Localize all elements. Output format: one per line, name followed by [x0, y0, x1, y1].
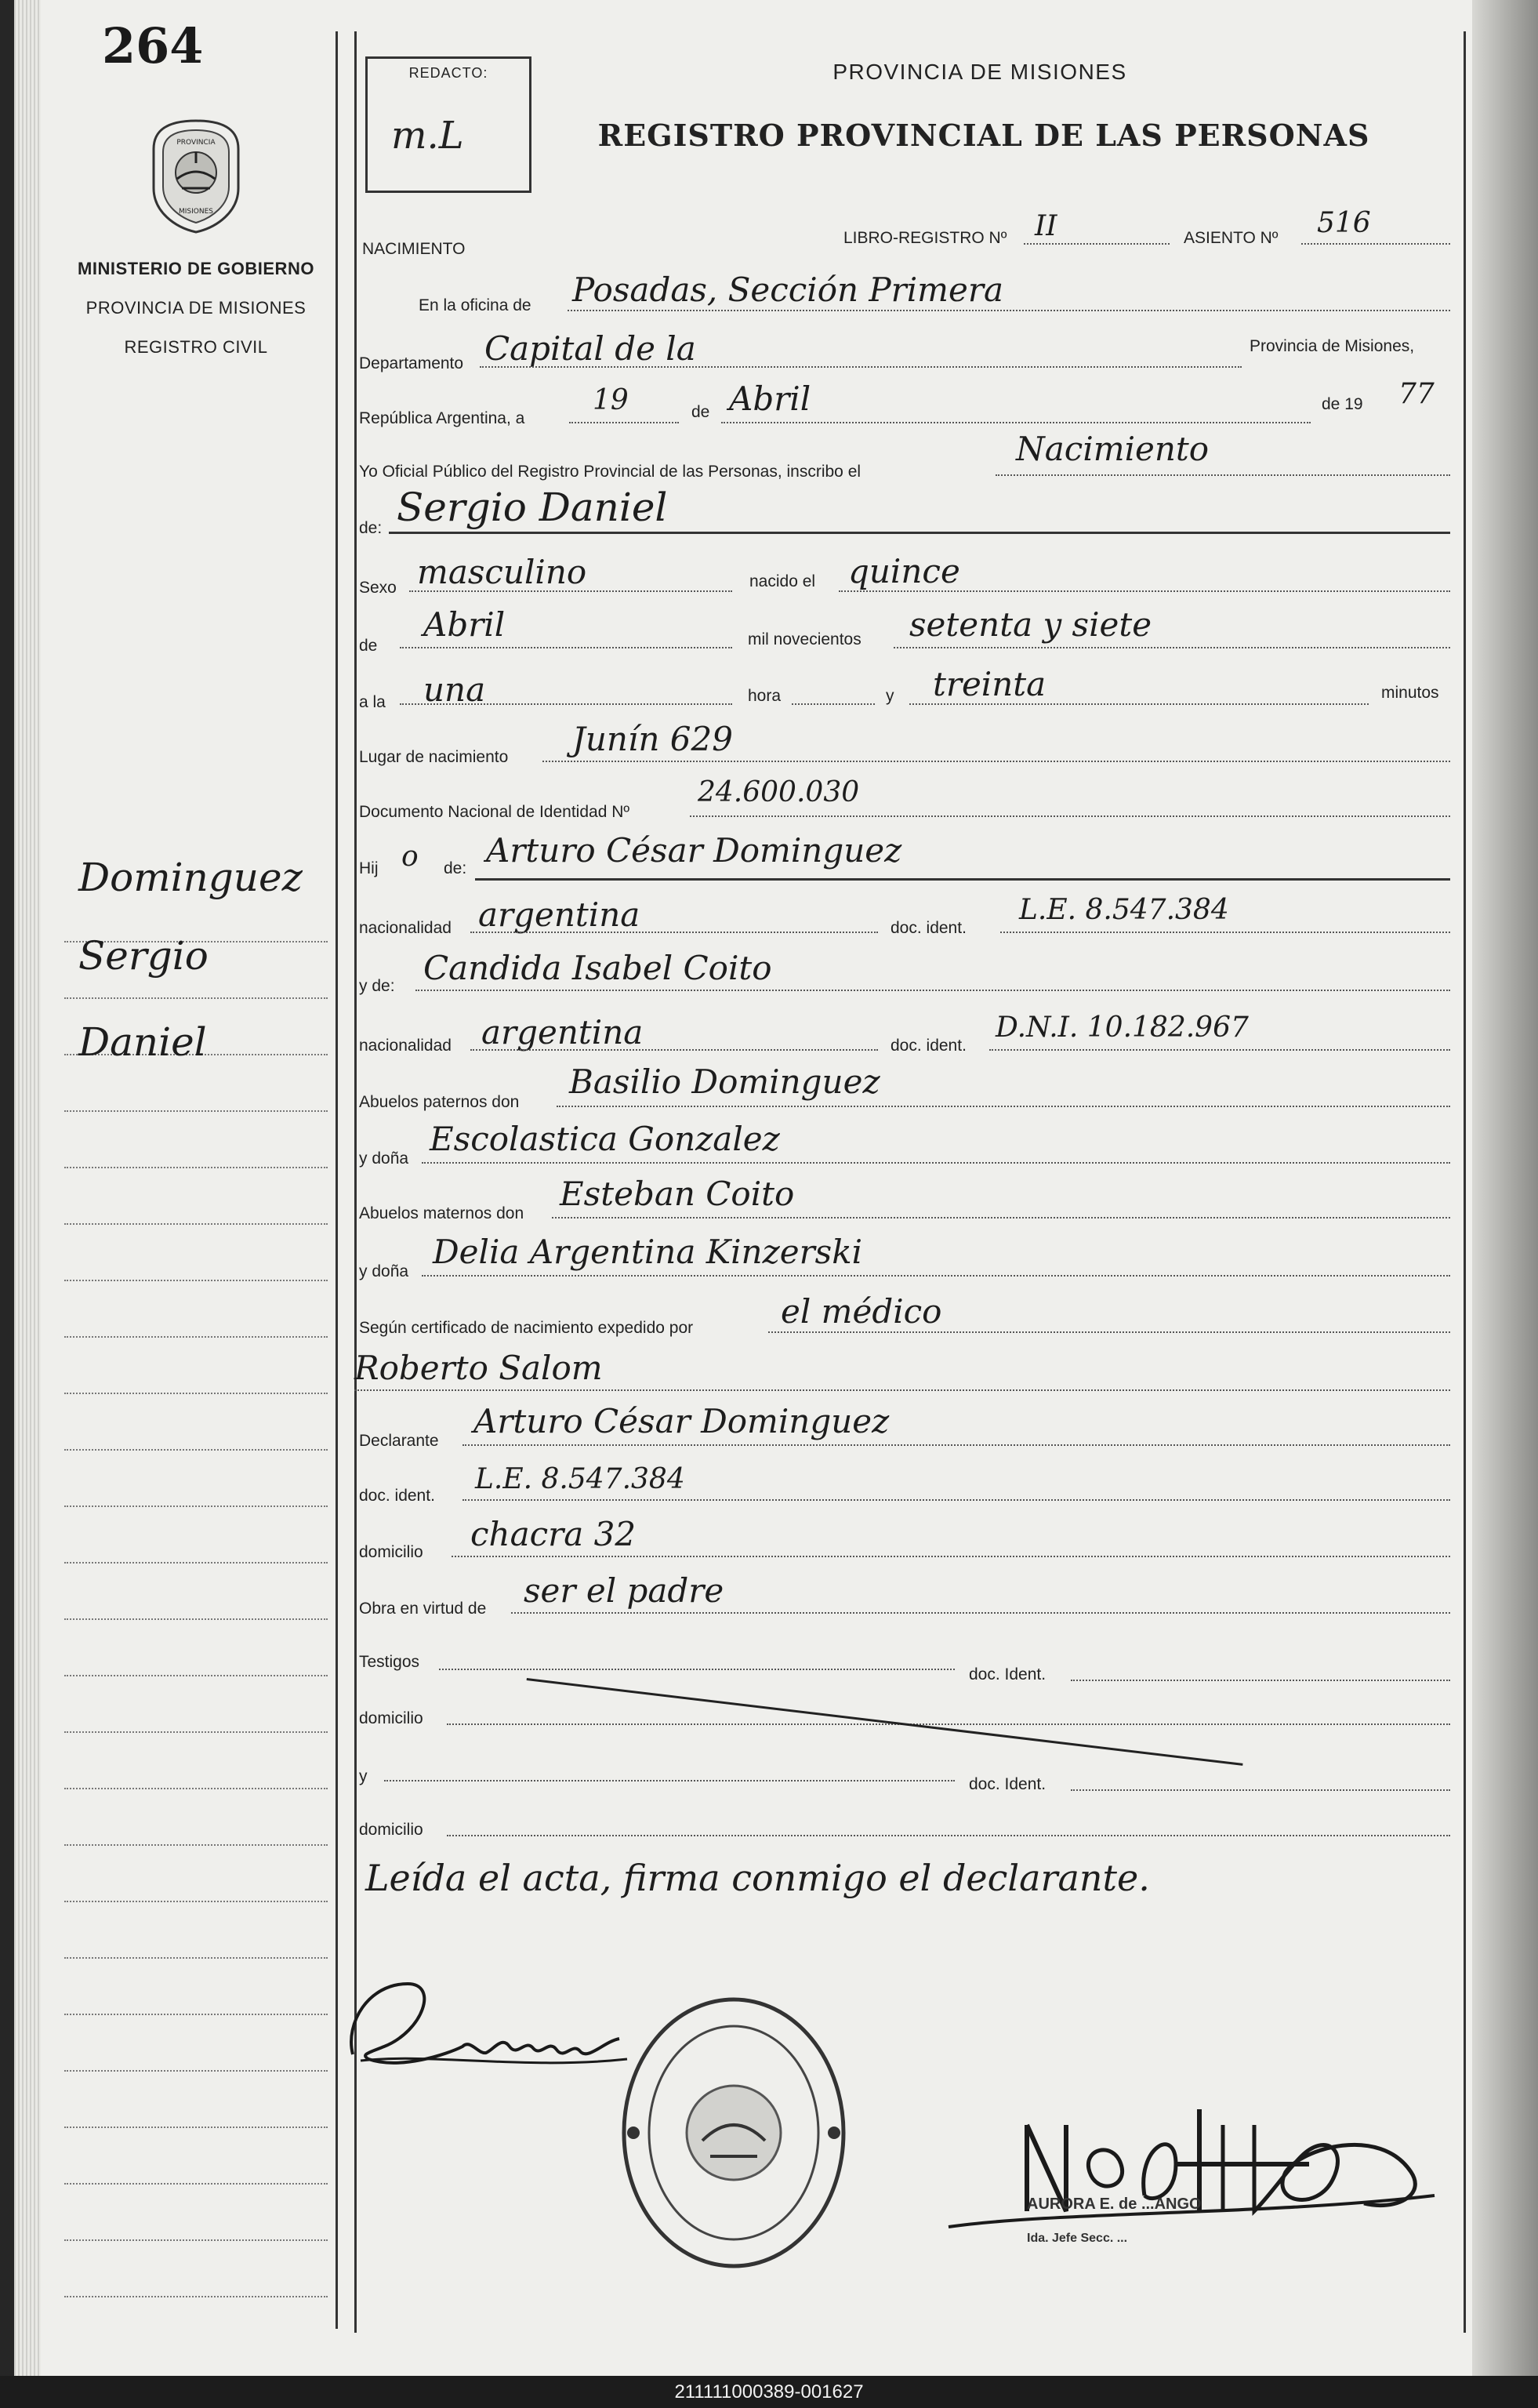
registry-label: REGISTRO CIVIL — [124, 337, 268, 357]
redacto-label: REDACTO: — [408, 65, 488, 81]
reason-label: Obra en virtud de — [359, 1600, 487, 1618]
reason-value: ser el padre — [524, 1571, 724, 1610]
dni-value: 24.600.030 — [698, 776, 860, 808]
father-doc-label: doc. ident. — [891, 919, 967, 937]
seal-bottom-text: MISIONES — [178, 208, 214, 216]
entry-label: ASIENTO Nº — [1184, 229, 1279, 247]
registrar-printed-title: Ida. Jefe Secc. ... — [1027, 2232, 1128, 2245]
de-label: de — [691, 403, 710, 421]
father-doc-value: L.E. 8.547.384 — [1019, 894, 1229, 926]
redacto-initials: m.L — [391, 114, 464, 158]
record-type-label: NACIMIENTO — [362, 240, 466, 258]
birthplace-value: Junín 629 — [572, 720, 733, 758]
hour-label: hora — [748, 687, 782, 705]
domicile-value: chacra 32 — [470, 1515, 637, 1553]
father-name: Arturo César Dominguez — [486, 831, 902, 870]
maternal-grandparents-label: Abuelos maternos don — [359, 1204, 524, 1222]
domicile-label: domicilio — [359, 1543, 423, 1561]
mother-name: Candida Isabel Coito — [423, 949, 772, 987]
official-statement: Yo Oficial Público del Registro Provincial de las Personas, inscribo el — [359, 463, 861, 481]
closing-statement: Leída el acta, firma conmigo el declarante. — [365, 1857, 1150, 1899]
office-value: Posadas, Sección Primera — [572, 271, 1003, 309]
dni-label: Documento Nacional de Identidad Nº — [359, 803, 630, 821]
born-month-label: de — [359, 637, 378, 655]
book-label: LIBRO-REGISTRO Nº — [843, 229, 1007, 247]
official-value: Nacimiento — [1016, 430, 1210, 468]
child-label: Hij — [359, 859, 379, 877]
book-value: II — [1035, 210, 1057, 242]
header-title: REGISTRO PROVINCIAL DE LAS PERSONAS — [597, 118, 1370, 153]
year-value: 77 — [1398, 378, 1435, 410]
declarant-doc-value: L.E. 8.547.384 — [475, 1463, 685, 1495]
margin-second-name: Daniel — [78, 1019, 207, 1065]
witness2-label: y — [359, 1767, 368, 1785]
child-suffix: o — [401, 841, 419, 873]
father-nationality-label: nacionalidad — [359, 919, 452, 937]
declarant-name: Arturo César Dominguez — [473, 1402, 890, 1440]
province-seal-icon — [147, 118, 245, 235]
minutes-value: treinta — [933, 665, 1046, 703]
entry-value: 516 — [1317, 207, 1371, 239]
minutes-label: minutos — [1381, 684, 1439, 702]
hour-prefix-label: a la — [359, 693, 386, 711]
binding-shadow — [1472, 0, 1538, 2376]
maternal-grandmother-label: y doña — [359, 1262, 409, 1280]
registered-name: Sergio Daniel — [397, 485, 668, 530]
witness2-domicile-label: domicilio — [359, 1821, 423, 1839]
registrar-signature — [941, 2078, 1442, 2258]
seal-top-text: PROVINCIA — [176, 139, 216, 147]
paternal-grandmother: Escolastica Gonzalez — [430, 1120, 780, 1158]
certificate-doctor: Roberto Salom — [354, 1349, 603, 1387]
image-id-footer: 211111000389-001627 — [0, 2376, 1538, 2408]
paternal-grandparents-label: Abuelos paternos don — [359, 1093, 520, 1111]
month-value: Abril — [729, 380, 811, 418]
paternal-grandmother-label: y doña — [359, 1150, 409, 1168]
born-day-value: quince — [848, 552, 960, 590]
page-number: 264 — [102, 17, 204, 74]
maternal-grandmother: Delia Argentina Kinzerski — [433, 1233, 863, 1271]
sex-value: masculino — [417, 553, 587, 591]
witness2-doc-label: doc. Ident. — [969, 1775, 1046, 1793]
maternal-grandfather: Esteban Coito — [560, 1175, 795, 1213]
republic-label: República Argentina, a — [359, 409, 525, 427]
declarant-label: Declarante — [359, 1432, 439, 1450]
and-label: y — [886, 687, 894, 705]
born-month-value: Abril — [423, 605, 506, 644]
province-label: PROVINCIA DE MISIONES — [85, 298, 307, 318]
department-label: Departamento — [359, 354, 464, 372]
sex-label: Sexo — [359, 579, 397, 597]
redacto-box — [365, 56, 531, 193]
birthplace-label: Lugar de nacimiento — [359, 748, 509, 766]
header-province: PROVINCIA DE MISIONES — [832, 60, 1127, 84]
witness-doc-label: doc. Ident. — [969, 1665, 1046, 1683]
name-prefix-label: de: — [359, 519, 383, 537]
year-words-value: setenta y siete — [909, 605, 1152, 644]
margin-surname: Dominguez — [78, 855, 303, 900]
office-label: En la oficina de — [419, 296, 531, 314]
certificate-issuer: el médico — [781, 1292, 942, 1331]
department-value: Capital de la — [484, 329, 696, 368]
witness-domicile-label: domicilio — [359, 1709, 423, 1727]
margin-first-name: Sergio — [78, 933, 209, 979]
mother-nationality-label: nacionalidad — [359, 1037, 452, 1055]
mother-doc-label: doc. ident. — [891, 1037, 967, 1055]
witnesses-label: Testigos — [359, 1653, 420, 1671]
born-label: nacido el — [749, 572, 816, 590]
father-prefix-label: de: — [444, 859, 467, 877]
book-page-edges — [14, 0, 41, 2376]
declarant-doc-label: doc. ident. — [359, 1487, 435, 1505]
certificate-label: Según certificado de nacimiento expedido por — [359, 1319, 694, 1337]
paternal-grandfather: Basilio Dominguez — [569, 1062, 880, 1101]
year-words-label: mil novecientos — [748, 630, 861, 648]
registrar-printed-name: AURORA E. de ...ANGO — [1027, 2196, 1202, 2213]
declarant-signature — [337, 1960, 635, 2094]
mother-doc-value: D.N.I. 10.182.967 — [996, 1012, 1249, 1044]
hour-value: una — [423, 670, 486, 709]
official-stamp-icon — [616, 1992, 851, 2274]
ministry-label: MINISTERIO DE GOBIERNO — [78, 259, 314, 278]
father-nationality: argentina — [478, 895, 640, 934]
mother-prefix-label: y de: — [359, 977, 395, 995]
year-prefix: de 19 — [1322, 395, 1363, 413]
province-suffix: Provincia de Misiones, — [1250, 337, 1415, 355]
day-value: 19 — [593, 384, 629, 416]
mother-nationality: argentina — [481, 1013, 644, 1051]
